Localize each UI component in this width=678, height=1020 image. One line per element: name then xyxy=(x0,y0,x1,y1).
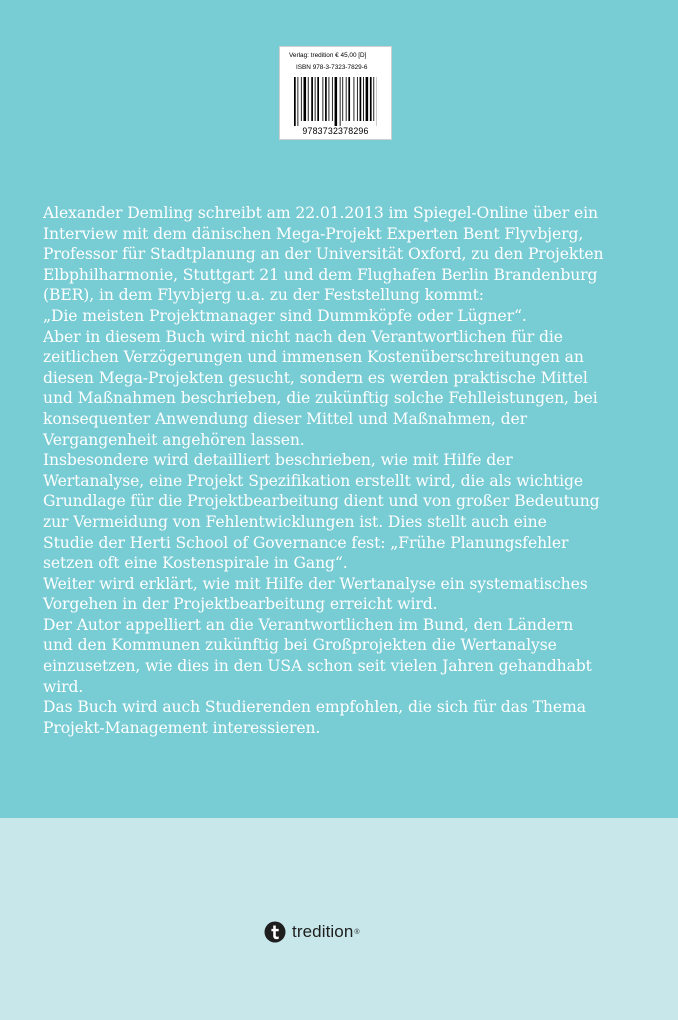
blurb-line: Alexander Demling schreibt am 22.01.2013 im Spiegel-Online über ein xyxy=(43,204,598,222)
blurb-line: Vorgehen in der Projektbearbeitung erreicht wird. xyxy=(43,595,438,614)
blurb-line: Projekt-Management interessieren. xyxy=(43,718,321,737)
registered-mark: ® xyxy=(354,928,360,936)
blurb-line: Interview mit dem dänischen Mega-Projekt Experten Bent Flyvbjerg, xyxy=(43,224,584,243)
isbn-barcode-label xyxy=(279,46,392,140)
blurb-line: Aber in diesem Buch wird nicht nach den Verantwortlichen für die xyxy=(43,327,563,346)
cover-bottom-panel xyxy=(0,818,678,1020)
blurb-line: wird. xyxy=(43,677,84,696)
blurb-line: diesen Mega-Projekten gesucht, sondern es werden praktische Mittel xyxy=(43,368,588,387)
blurb-line: Grundlage für die Projektbearbeitung dient und von großer Bedeutung xyxy=(43,492,600,511)
blurb-line: (BER), in dem Flyvbjerg u.a. zu der Feststellung kommt: xyxy=(43,286,484,305)
publisher-price-line: Verlag: tredition € 45,00 [D] xyxy=(289,52,367,59)
blurb-line: Das Buch wird auch Studierenden empfohlen, die sich für das Thema xyxy=(43,698,586,717)
blurb-line: Vergangenheit angehören lassen. xyxy=(43,430,305,449)
blurb-line: Wertanalyse, eine Projekt Spezifikation erstellt wird, die als wichtige xyxy=(43,471,583,490)
publisher-name: tredition xyxy=(292,922,354,941)
blurb-line: Insbesondere wird detailliert beschrieben, wie mit Hilfe der xyxy=(43,451,513,470)
blurb-line: zeitlichen Verzögerungen und immensen Kostenüberschreitungen an xyxy=(43,348,584,367)
blurb-line: „Die meisten Projektmanager sind Dummköpfe oder Lügner“. xyxy=(43,306,527,325)
blurb-line: zur Vermeidung von Fehlentwicklungen ist. Dies stellt auch eine xyxy=(43,512,547,531)
blurb-line: konsequenter Anwendung dieser Mittel und Maßnahmen, der xyxy=(43,409,527,428)
barcode-icon xyxy=(294,77,377,126)
blurb-line: Studie der Herti School of Governance fest: „Frühe Planungsfehler xyxy=(43,533,569,552)
blurb-line: Der Autor appelliert an die Verantwortlichen im Bund, den Ländern xyxy=(43,615,574,634)
publisher-logo xyxy=(264,921,360,943)
tredition-logo-icon xyxy=(264,921,286,943)
back-cover-blurb xyxy=(43,203,665,738)
blurb-line: Professor für Stadtplanung an der Universität Oxford, zu den Projekten xyxy=(43,245,604,264)
isbn-line: ISBN 978-3-7323-7829-6 xyxy=(296,64,368,71)
blurb-line: und den Kommunen zukünftig bei Großprojekten die Wertanalyse xyxy=(43,636,557,655)
blurb-line: Elbphilharmonie, Stuttgart 21 und dem Flughafen Berlin Brandenburg xyxy=(43,265,598,284)
barcode-digits: 9783732378296 xyxy=(302,126,369,136)
blurb-line: setzen oft eine Kostenspirale in Gang“. xyxy=(43,554,348,573)
blurb-line: und Maßnahmen beschrieben, die zukünftig solche Fehlleistungen, bei xyxy=(43,389,598,408)
blurb-line: einzusetzen, wie dies in den USA schon seit vielen Jahren gehandhabt xyxy=(43,657,592,676)
blurb-line: Weiter wird erklärt, wie mit Hilfe der Wertanalyse ein systematisches xyxy=(43,574,588,593)
